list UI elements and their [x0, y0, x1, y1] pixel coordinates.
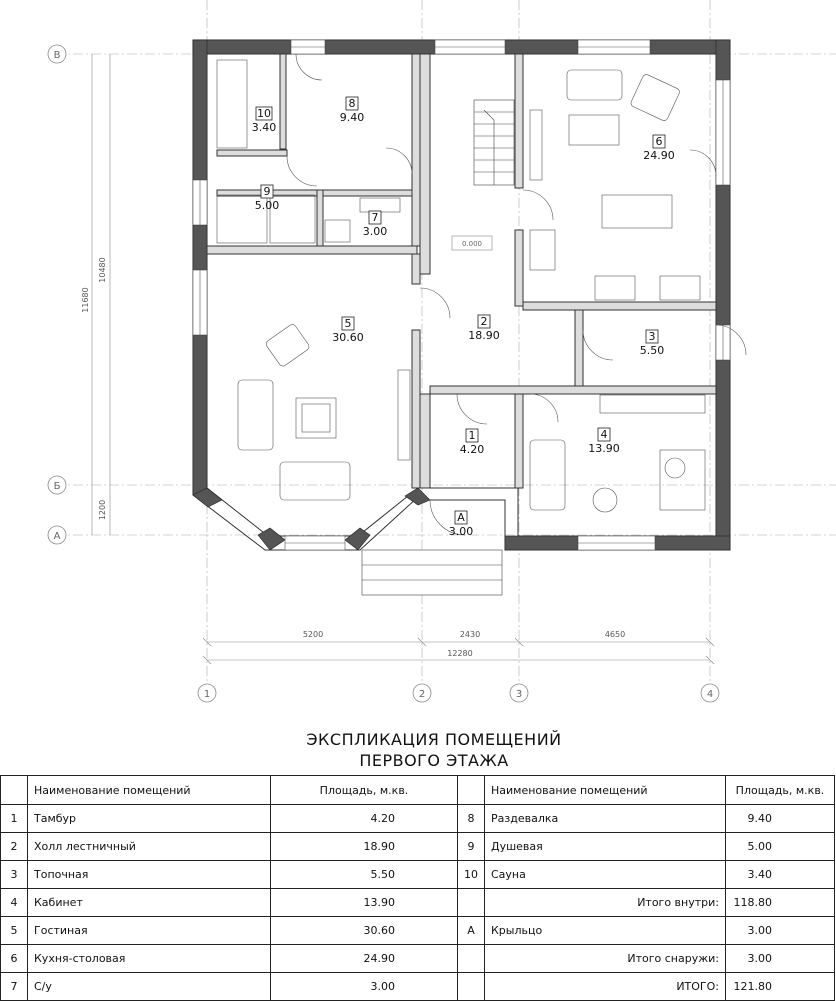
explication-table-body: [1, 805, 835, 1001]
level-mark: 0.000: [461, 240, 483, 248]
room-area: 13.90: [588, 442, 620, 455]
left-row-no: 5: [1, 917, 28, 945]
right-row-area: 118.80: [726, 889, 835, 917]
left-row-name: Топочная: [28, 861, 271, 889]
explication-title-line2: ПЕРВОГО ЭТАЖА: [359, 751, 509, 770]
axis-label-a: А: [53, 531, 61, 542]
room-number: 3: [648, 330, 656, 343]
room-number: 9: [263, 185, 271, 198]
staircase: [474, 100, 514, 185]
right-row-area: 3.00: [726, 945, 835, 973]
left-row-area: 13.90: [271, 889, 458, 917]
dimension-total-height: 11680: [81, 287, 90, 313]
exterior-walls: [193, 40, 730, 550]
room-area: 3.40: [251, 121, 277, 134]
dimension-segment-1: 5200: [302, 630, 324, 639]
room-number: 7: [371, 211, 379, 224]
axis-label-1: 1: [203, 689, 211, 700]
room-label: [588, 428, 620, 455]
axis-bubbles-bottom: [198, 684, 719, 702]
table-row: [1, 861, 835, 889]
left-row-name: С/у: [28, 973, 271, 1001]
left-row-no: 1: [1, 805, 28, 833]
left-row-area: 3.00: [271, 973, 458, 1001]
header-name-right: Наименование помещений: [485, 776, 726, 805]
right-row-no: 9: [458, 833, 485, 861]
room-area: 18.90: [468, 329, 500, 342]
axis-label-2: 2: [418, 689, 426, 700]
room-number: 5: [344, 317, 352, 330]
axis-label-3: 3: [515, 689, 523, 700]
right-row-area: 3.00: [726, 917, 835, 945]
header-area-left: Площадь, м.кв.: [271, 776, 458, 805]
room-area: 9.40: [339, 111, 365, 124]
left-row-no: 6: [1, 945, 28, 973]
left-row-name: Холл лестничный: [28, 833, 271, 861]
right-row-name: Раздевалка: [485, 805, 726, 833]
porch-steps: [362, 550, 502, 595]
room-area: 3.00: [448, 525, 474, 538]
axis-label-4: 4: [706, 689, 714, 700]
room-area: 5.50: [639, 344, 665, 357]
dimension-segment-3: 4650: [604, 630, 626, 639]
room-label: [460, 429, 485, 456]
table-row: [1, 917, 835, 945]
axis-label-b: Б: [53, 481, 61, 492]
room-label: [252, 107, 277, 134]
right-row-area: 5.00: [726, 833, 835, 861]
room-label: [468, 315, 500, 342]
room-label: [449, 511, 474, 538]
room-label: [640, 330, 665, 357]
dimension-height-main: 10480: [98, 257, 107, 283]
right-row-area: 3.40: [726, 861, 835, 889]
right-row-name: Крыльцо: [485, 917, 726, 945]
room-label: [340, 97, 365, 124]
table-row: [1, 889, 835, 917]
table-row: [1, 945, 835, 973]
left-row-area: 5.50: [271, 861, 458, 889]
room-area: 3.00: [362, 225, 388, 238]
left-row-no: 4: [1, 889, 28, 917]
table-row: [1, 805, 835, 833]
left-row-area: 18.90: [271, 833, 458, 861]
header-area-right: Площадь, м.кв.: [726, 776, 835, 805]
right-row-no: А: [458, 917, 485, 945]
header-no-right: [458, 776, 485, 805]
room-label: [255, 185, 280, 212]
axis-bubbles-side: [48, 45, 66, 544]
left-row-name: Кухня-столовая: [28, 945, 271, 973]
left-row-no: 2: [1, 833, 28, 861]
dimension-height-porch: 1200: [98, 499, 107, 521]
right-row-area: 121.80: [726, 973, 835, 1001]
table-header-row: [1, 776, 835, 805]
right-row-name: Итого снаружи:: [485, 945, 726, 973]
right-row-no: 8: [458, 805, 485, 833]
room-labels: [252, 97, 675, 538]
room-number: А: [457, 511, 465, 524]
left-row-area: 24.90: [271, 945, 458, 973]
room-number: 2: [480, 315, 488, 328]
room-label: [643, 135, 675, 162]
dimension-segment-2: 2430: [459, 630, 481, 639]
explication-table: [0, 775, 835, 1001]
header-no: [1, 776, 28, 805]
left-row-name: Кабинет: [28, 889, 271, 917]
right-row-name: Душевая: [485, 833, 726, 861]
left-row-name: Тамбур: [28, 805, 271, 833]
room-area: 5.00: [254, 199, 280, 212]
room-number: 10: [257, 107, 271, 120]
room-label: [363, 211, 388, 238]
left-row-no: 7: [1, 973, 28, 1001]
left-row-name: Гостиная: [28, 917, 271, 945]
room-area: 4.20: [459, 443, 485, 456]
left-row-area: 4.20: [271, 805, 458, 833]
right-row-no: 10: [458, 861, 485, 889]
explication-title-line1: ЭКСПЛИКАЦИЯ ПОМЕЩЕНИЙ: [306, 730, 562, 749]
right-row-name: Сауна: [485, 861, 726, 889]
room-area: 30.60: [332, 331, 364, 344]
room-label: [332, 317, 364, 344]
left-row-no: 3: [1, 861, 28, 889]
axis-label-v: В: [53, 50, 61, 61]
right-row-no: [458, 889, 485, 917]
room-number: 1: [468, 429, 476, 442]
room-number: 4: [600, 428, 608, 441]
right-row-area: 9.40: [726, 805, 835, 833]
room-number: 8: [348, 97, 356, 110]
room-area: 24.90: [643, 149, 675, 162]
right-row-name: ИТОГО:: [485, 973, 726, 1001]
left-row-area: 30.60: [271, 917, 458, 945]
interior-walls: [207, 54, 716, 488]
header-name-left: Наименование помещений: [28, 776, 271, 805]
right-row-no: [458, 945, 485, 973]
table-row: [1, 833, 835, 861]
dimension-total-width: 12280: [447, 649, 473, 658]
room-number: 6: [655, 135, 663, 148]
table-row: [1, 973, 835, 1001]
right-row-no: [458, 973, 485, 1001]
right-row-name: Итого внутри:: [485, 889, 726, 917]
